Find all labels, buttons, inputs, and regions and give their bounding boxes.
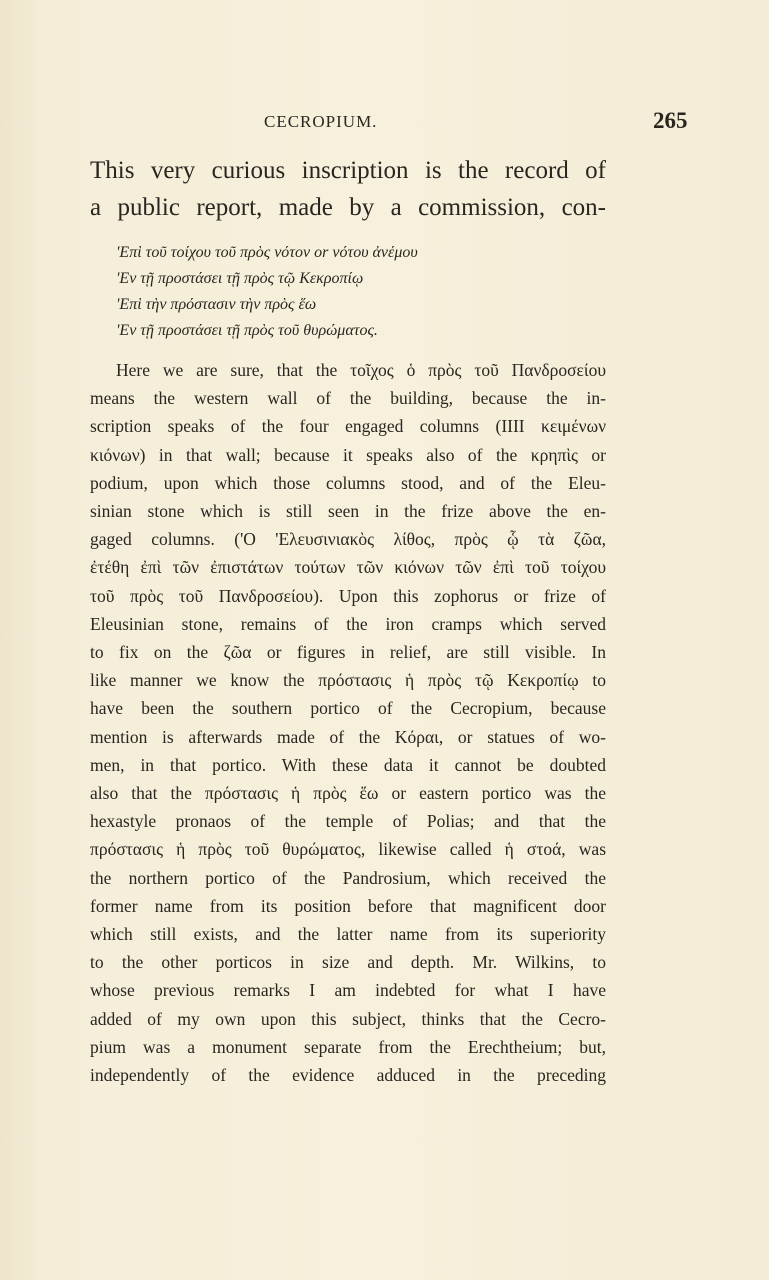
paragraph-line: mention is afterwards made of the Κόραι, or statues of wo-	[90, 726, 606, 747]
inscription-line: 'Επὶ τὴν πρόστασιν τὴν πρὸς ἕω	[116, 296, 317, 313]
paragraph-line: the northern portico of the Pandrosium, which received the	[90, 867, 606, 888]
paragraph-line: former name from its position before that magnificent door	[90, 895, 606, 916]
paragraph-line: also that the πρόστασις ἡ πρὸς ἕω or eastern portico was the	[90, 783, 606, 804]
body-paragraph	[90, 356, 606, 1089]
inscription-line: 'Επὶ τοῦ τοίχου τοῦ πρὸς νότον or νότου ἀνέμου	[116, 244, 418, 261]
paragraph-line: have been the southern portico of the Cecropium, because	[90, 698, 606, 719]
paragraph-line: κιόνων) in that wall; because it speaks also of the κρηπὶς or	[90, 444, 606, 465]
paragraph-line: added of my own upon this subject, thinks that the Cecro-	[90, 1008, 606, 1029]
paragraph-line: gaged columns. ('Ο 'Ελευσινιακὸς λίθος, πρὸς ᾧ τὰ ζῶα,	[90, 529, 606, 550]
paragraph-line: to fix on the ζῶα or figures in relief, are still visible. In	[90, 642, 606, 663]
paragraph-line: Here we are sure, that the τοῖχος ὁ πρὸς τοῦ Πανδροσείου	[116, 360, 606, 380]
page-number: 265	[653, 108, 688, 133]
paragraph-line: which still exists, and the latter name from its superiority	[90, 924, 606, 945]
paragraph-line: pium was a monument separate from the Erechtheium; but,	[90, 1036, 606, 1057]
paragraph-line: independently of the evidence adduced in the preceding	[90, 1065, 606, 1086]
paragraph-line: whose previous remarks I am indebted for what I have	[90, 980, 606, 1001]
lead-paragraph	[90, 152, 606, 226]
inscription-line: 'Εν τῇ προστάσει τῇ πρὸς τοῦ θυρώματος.	[116, 322, 378, 339]
greek-inscription	[116, 240, 606, 344]
paragraph-line: podium, upon which those columns stood, and of the Eleu-	[90, 472, 606, 493]
paragraph-line: Eleusinian stone, remains of the iron cramps which served	[90, 613, 606, 634]
text-block	[90, 152, 606, 1089]
running-title: CECROPIUM.	[264, 112, 378, 131]
paragraph-line: ἐτέθη ἐπὶ τῶν ἐπιστάτων τούτων τῶν κιόνων τῶν ἐπὶ τοῦ τοίχου	[90, 557, 606, 578]
inscription-line: 'Εν τῇ προστάσει τῇ πρὸς τῷ Κεκροπίῳ	[116, 270, 364, 287]
lead-line: This very curious inscription is the record of	[90, 157, 606, 184]
paragraph-line: πρόστασις ἡ πρὸς τοῦ θυρώματος, likewise called ἡ στοά, was	[90, 839, 606, 860]
paragraph-line: to the other porticos in size and depth. Mr. Wilkins, to	[90, 952, 606, 973]
paragraph-line: like manner we know the πρόστασις ἡ πρὸς τῷ Κεκροπίῳ to	[90, 670, 606, 691]
paragraph-line: hexastyle pronaos of the temple of Polias; and that the	[90, 811, 606, 832]
paragraph-line: τοῦ πρὸς τοῦ Πανδροσείου). Upon this zophorus or frize of	[90, 585, 606, 606]
paragraph-line: men, in that portico. With these data it cannot be doubted	[90, 754, 606, 775]
paragraph-line: scription speaks of the four engaged columns (IIII κειμένων	[90, 416, 606, 437]
running-head	[0, 110, 769, 140]
lead-line: a public report, made by a commission, con-	[90, 194, 606, 221]
paragraph-line: means the western wall of the building, because the in-	[90, 388, 606, 409]
paragraph-line: sinian stone which is still seen in the frize above the en-	[90, 501, 606, 522]
